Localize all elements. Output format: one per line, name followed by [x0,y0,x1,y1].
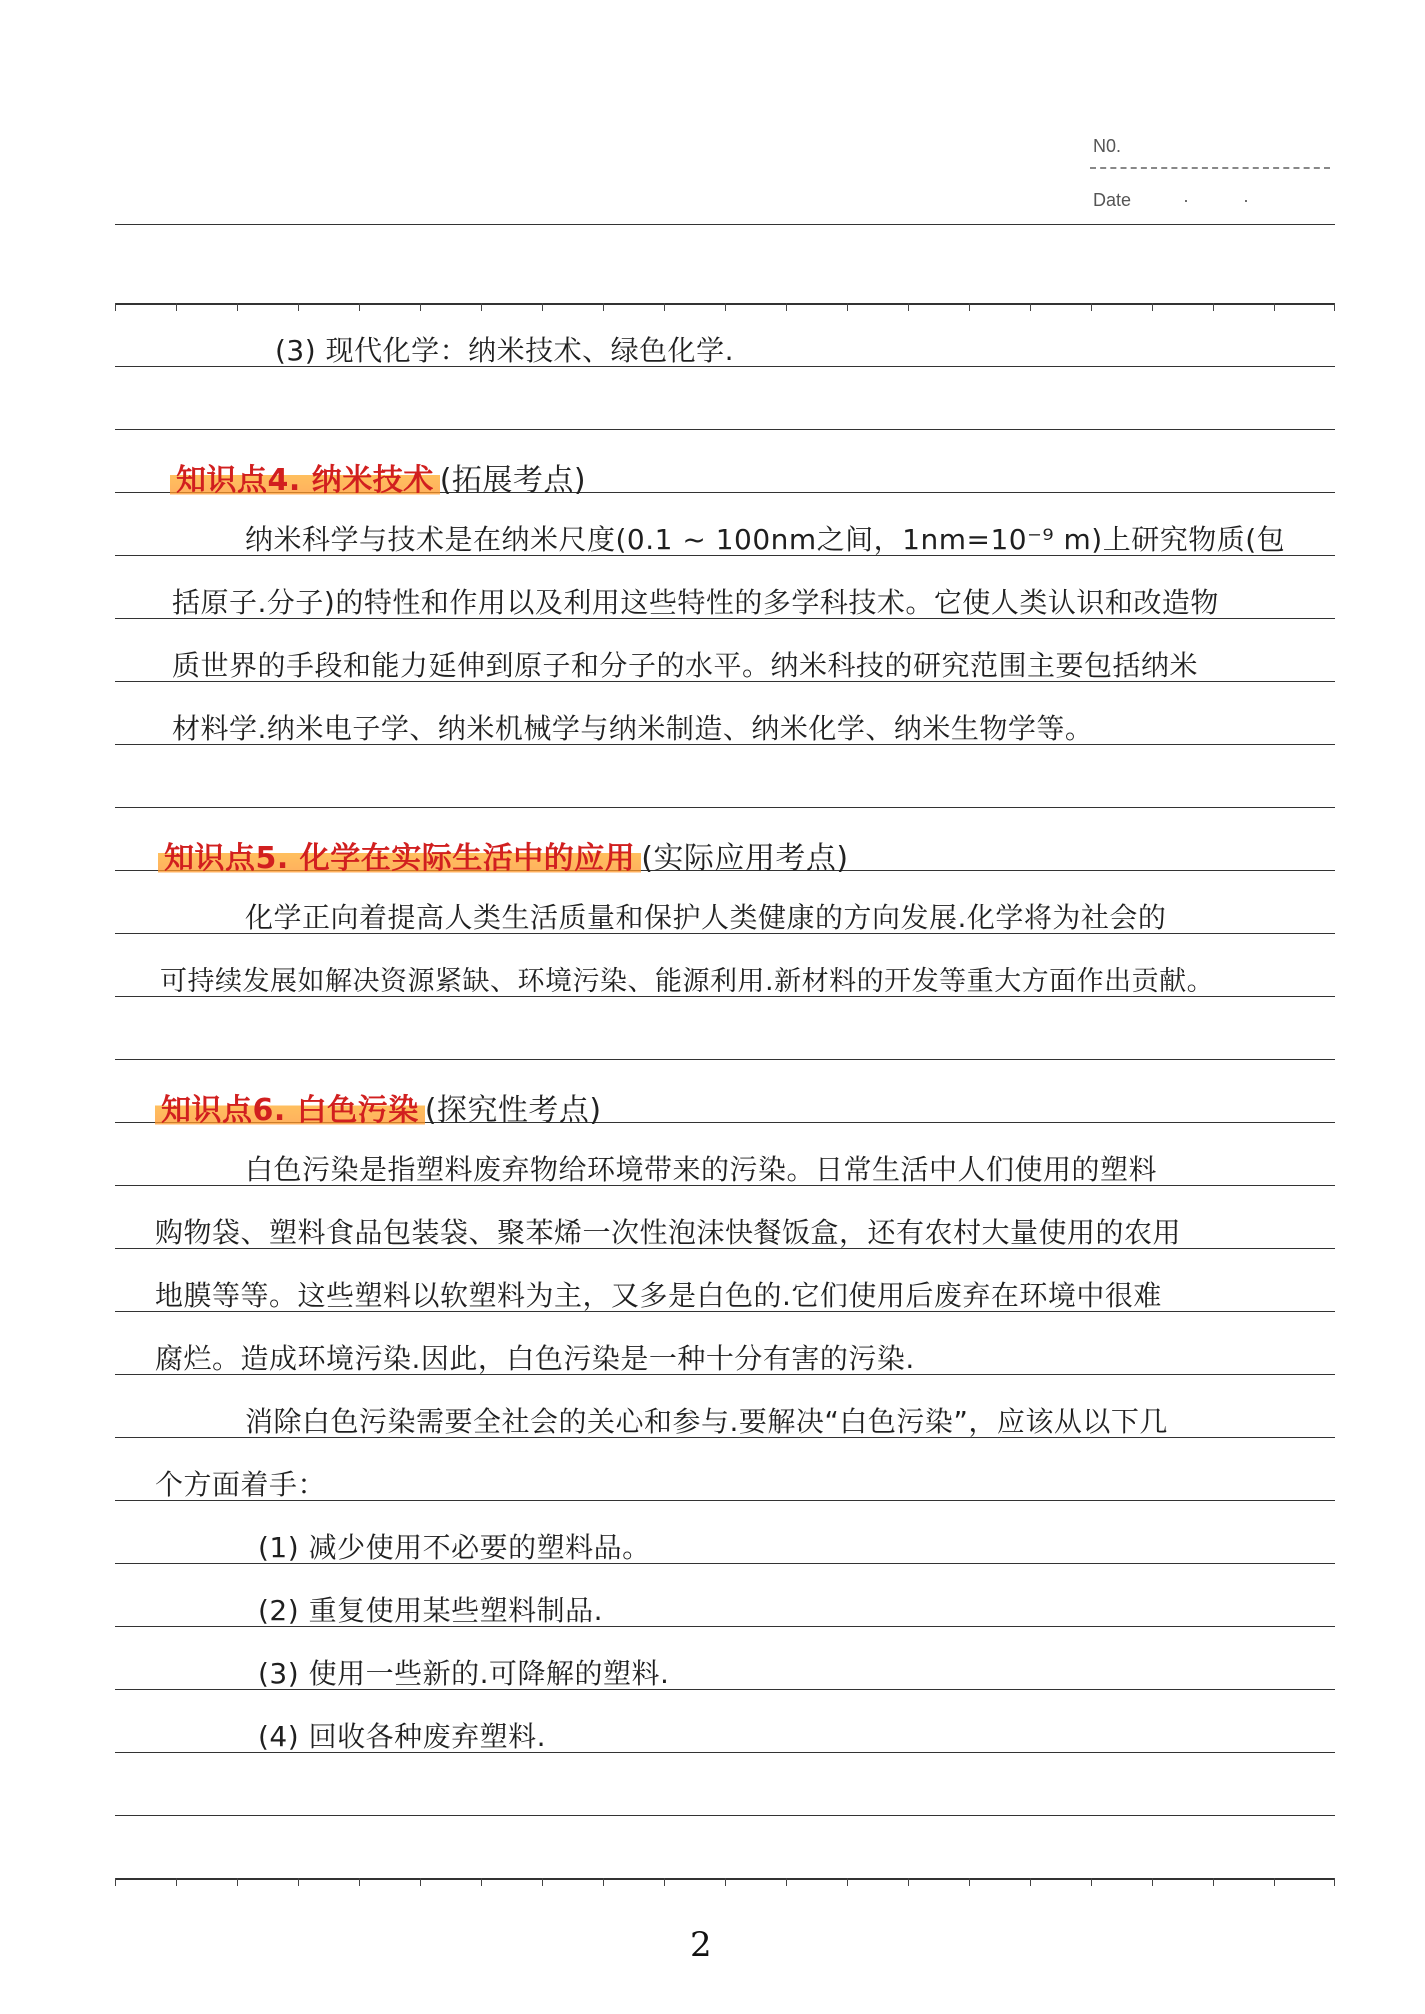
kp4-title: 知识点4. 纳米技术 [170,463,440,498]
kp6-item: (3) 使用一些新的.可降解的塑料. [258,1657,670,1690]
kp5-heading [158,833,849,877]
kp6-line: 白色污染是指塑料废弃物给环境带来的污染。日常生活中人们使用的塑料 [245,1153,1158,1186]
kp4-heading [170,455,586,499]
kp6-item: (2) 重复使用某些塑料制品. [258,1594,603,1627]
top-line-text: (3) 现代化学：纳米技术、绿色化学. [275,334,734,367]
rule-line [115,1059,1335,1060]
no-label: N0. [1093,136,1122,156]
rule-line [115,1815,1335,1816]
kp6-line: 腐烂。造成环境污染.因此，白色污染是一种十分有害的污染. [155,1342,915,1375]
page-number: 2 [690,1925,712,1965]
kp6-line: 地膜等等。这些塑料以软塑料为主，又多是白色的.它们使用后废弃在环境中很难 [155,1279,1162,1312]
rule-line [115,224,1335,225]
kp4-tag: (拓展考点) [439,463,587,498]
rule-line [115,429,1335,430]
kp4-line: 材料学.纳米电子学、纳米机械学与纳米制造、纳米化学、纳米生物学等。 [172,712,1094,745]
date-dot: · [1243,190,1249,210]
date-label: Date [1093,190,1132,210]
kp4-line: 括原子.分子)的特性和作用以及利用这些特性的多学科技术。它使人类认识和改造物 [172,586,1219,619]
kp6-item: (4) 回收各种废弃塑料. [258,1720,546,1753]
rule-ticks-bottom [115,1878,1335,1886]
kp6-line: 消除白色污染需要全社会的关心和参与.要解决“白色污染”，应该从以下几 [245,1405,1168,1438]
kp5-line: 化学正向着提高人类生活质量和保护人类健康的方向发展.化学将为社会的 [245,901,1167,934]
kp5-tag: (实际应用考点) [641,841,849,876]
kp6-title: 知识点6. 白色污染 [155,1093,425,1128]
kp5-title: 知识点5. 化学在实际生活中的应用 [158,841,641,876]
date-dot: · [1183,190,1189,210]
kp6-heading [155,1085,602,1129]
no-dashed-line [1090,167,1330,169]
rule-line [115,807,1335,808]
kp6-line: 个方面着手： [155,1468,327,1501]
kp6-line: 购物袋、塑料食品包装袋、聚苯烯一次性泡沫快餐饭盒，还有农村大量使用的农用 [155,1216,1182,1249]
kp6-tag: (探究性考点) [424,1093,602,1128]
kp5-line: 可持续发展如解决资源紧缺、环境污染、能源利用.新材料的开发等重大方面作出贡献。 [160,966,1215,997]
rule-ticks-top [115,303,1335,311]
kp4-line: 质世界的手段和能力延伸到原子和分子的水平。纳米科技的研究范围主要包括纳米 [172,649,1199,682]
kp6-item: (1) 减少使用不必要的塑料品。 [258,1531,651,1564]
kp4-line: 纳米科学与技术是在纳米尺度(0.1 ~ 100nm之间，1nm=10⁻⁹ m)上研究物质(包 [245,523,1286,556]
